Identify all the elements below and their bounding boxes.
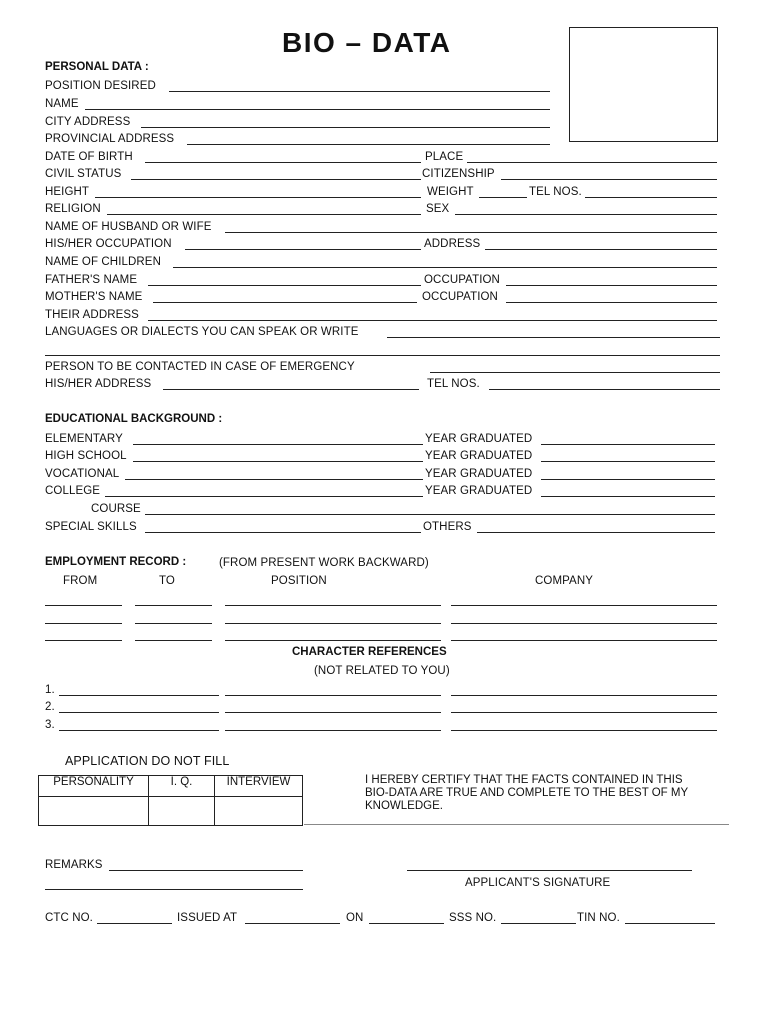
- reference-name-2[interactable]: [59, 712, 219, 713]
- reference-company-3[interactable]: [451, 730, 717, 731]
- reference-name-3[interactable]: [59, 730, 219, 731]
- address-label: ADDRESS: [424, 238, 481, 250]
- provincial-address-label: PROVINCIAL ADDRESS: [45, 133, 175, 145]
- signature-line[interactable]: [407, 870, 692, 871]
- remarks-field[interactable]: [109, 870, 303, 871]
- office-use-table: [38, 775, 303, 826]
- date-of-birth-field[interactable]: [145, 162, 421, 163]
- children-field[interactable]: [173, 267, 717, 268]
- citizenship-label: CITIZENSHIP: [422, 168, 495, 180]
- employment-note: (FROM PRESENT WORK BACKWARD): [219, 557, 429, 569]
- employment-position-1[interactable]: [225, 605, 441, 606]
- employment-heading: EMPLOYMENT RECORD :: [45, 556, 187, 568]
- on-label: ON: [346, 912, 364, 924]
- mother-occupation-label: OCCUPATION: [422, 291, 498, 303]
- iq-cell: [149, 797, 215, 826]
- signature-label: APPLICANT'S SIGNATURE: [465, 877, 611, 889]
- employment-to-2[interactable]: [135, 623, 212, 624]
- position-desired-field[interactable]: [169, 91, 550, 92]
- city-address-label: CITY ADDRESS: [45, 116, 131, 128]
- sss-no-label: SSS NO.: [449, 912, 497, 924]
- civil-status-field[interactable]: [131, 179, 421, 180]
- personality-cell: [39, 797, 149, 826]
- reference-position-2[interactable]: [225, 712, 441, 713]
- vocational-year-label: YEAR GRADUATED: [425, 468, 533, 480]
- height-field[interactable]: [95, 197, 421, 198]
- references-note: (NOT RELATED TO YOU): [314, 665, 450, 677]
- religion-label: RELIGION: [45, 203, 101, 215]
- father-occupation-field[interactable]: [506, 285, 717, 286]
- spouse-occupation-label: HIS/HER OCCUPATION: [45, 238, 172, 250]
- emergency-contact-field[interactable]: [430, 372, 720, 373]
- others-field[interactable]: [477, 532, 715, 533]
- spouse-name-field[interactable]: [225, 232, 717, 233]
- certification-text: I HEREBY CERTIFY THAT THE FACTS CONTAINED IN THIS BIO-DATA ARE TRUE AND COMPLETE TO THE BEST OF MY KNOWLEDGE.: [365, 774, 688, 812]
- reference-company-1[interactable]: [451, 695, 717, 696]
- employment-to-1[interactable]: [135, 605, 212, 606]
- col-position-header: POSITION: [271, 575, 327, 587]
- college-year-label: YEAR GRADUATED: [425, 485, 533, 497]
- high-school-year-label: YEAR GRADUATED: [425, 450, 533, 462]
- tel-nos-field[interactable]: [585, 197, 717, 198]
- education-heading: EDUCATIONAL BACKGROUND :: [45, 413, 223, 425]
- employment-to-3[interactable]: [135, 640, 212, 641]
- ctc-no-label: CTC NO.: [45, 912, 93, 924]
- provincial-address-field[interactable]: [187, 144, 550, 145]
- college-field[interactable]: [105, 496, 423, 497]
- special-skills-label: SPECIAL SKILLS: [45, 521, 137, 533]
- emergency-address-label: HIS/HER ADDRESS: [45, 378, 152, 390]
- interview-header: INTERVIEW: [215, 776, 303, 797]
- name-label: NAME: [45, 98, 79, 110]
- position-desired-label: POSITION DESIRED: [45, 80, 156, 92]
- reference-name-1[interactable]: [59, 695, 219, 696]
- their-address-field[interactable]: [148, 320, 717, 321]
- tin-no-field[interactable]: [625, 923, 715, 924]
- spouse-name-label: NAME OF HUSBAND OR WIFE: [45, 221, 212, 233]
- elementary-field[interactable]: [133, 444, 423, 445]
- remarks-field-line-2[interactable]: [45, 889, 303, 890]
- photo-box[interactable]: [569, 27, 718, 142]
- sex-label: SEX: [426, 203, 450, 215]
- height-label: HEIGHT: [45, 186, 90, 198]
- employment-company-2[interactable]: [451, 623, 717, 624]
- college-label: COLLEGE: [45, 485, 101, 497]
- weight-label: WEIGHT: [427, 186, 474, 198]
- reference-position-1[interactable]: [225, 695, 441, 696]
- tin-no-label: TIN NO.: [577, 912, 620, 924]
- course-label: COURSE: [91, 503, 141, 515]
- spouse-occupation-field[interactable]: [185, 249, 421, 250]
- place-field[interactable]: [467, 162, 717, 163]
- col-from-header: FROM: [63, 575, 98, 587]
- mother-occupation-field[interactable]: [506, 302, 717, 303]
- employment-position-3[interactable]: [225, 640, 441, 641]
- office-use-heading: APPLICATION DO NOT FILL: [65, 754, 230, 768]
- languages-field-line-2[interactable]: [45, 355, 720, 356]
- remarks-label: REMARKS: [45, 859, 103, 871]
- issued-at-field[interactable]: [245, 923, 340, 924]
- name-field[interactable]: [85, 109, 550, 110]
- special-skills-field[interactable]: [145, 532, 421, 533]
- father-occupation-label: OCCUPATION: [424, 274, 500, 286]
- employment-from-1[interactable]: [45, 605, 122, 606]
- civil-status-label: CIVIL STATUS: [45, 168, 122, 180]
- personality-header: PERSONALITY: [39, 776, 149, 797]
- elementary-year-label: YEAR GRADUATED: [425, 433, 533, 445]
- elementary-label: ELEMENTARY: [45, 433, 123, 445]
- employment-position-2[interactable]: [225, 623, 441, 624]
- sex-field[interactable]: [455, 214, 717, 215]
- sss-no-field[interactable]: [501, 923, 576, 924]
- reference-position-3[interactable]: [225, 730, 441, 731]
- others-label: OTHERS: [423, 521, 472, 533]
- ctc-no-field[interactable]: [97, 923, 172, 924]
- course-field[interactable]: [145, 514, 715, 515]
- interview-cell: [215, 797, 303, 826]
- languages-field[interactable]: [387, 337, 720, 338]
- emergency-address-field[interactable]: [163, 389, 419, 390]
- emergency-contact-label: PERSON TO BE CONTACTED IN CASE OF EMERGENCY: [45, 361, 355, 373]
- on-field[interactable]: [369, 923, 444, 924]
- reference-number-3: 3.: [45, 719, 55, 731]
- reference-number-2: 2.: [45, 701, 55, 713]
- high-school-year-field[interactable]: [541, 461, 715, 462]
- high-school-label: HIGH SCHOOL: [45, 450, 127, 462]
- college-year-field[interactable]: [541, 496, 715, 497]
- weight-field[interactable]: [479, 197, 527, 198]
- city-address-field[interactable]: [141, 127, 550, 128]
- their-address-label: THEIR ADDRESS: [45, 309, 139, 321]
- emergency-tel-label: TEL NOS.: [427, 378, 480, 390]
- children-label: NAME OF CHILDREN: [45, 256, 161, 268]
- emergency-tel-field[interactable]: [489, 389, 720, 390]
- father-name-field[interactable]: [148, 285, 421, 286]
- iq-header: I. Q.: [149, 776, 215, 797]
- vocational-field[interactable]: [125, 479, 423, 480]
- employment-from-2[interactable]: [45, 623, 122, 624]
- reference-company-2[interactable]: [451, 712, 717, 713]
- place-label: PLACE: [425, 151, 464, 163]
- address-field[interactable]: [485, 249, 717, 250]
- divider-line: [304, 824, 729, 825]
- father-name-label: FATHER'S NAME: [45, 274, 138, 286]
- employment-company-3[interactable]: [451, 640, 717, 641]
- mother-name-field[interactable]: [153, 302, 417, 303]
- form-title: BIO – DATA: [282, 27, 452, 58]
- languages-label: LANGUAGES OR DIALECTS YOU CAN SPEAK OR WRITE: [45, 326, 359, 338]
- issued-at-label: ISSUED AT: [177, 912, 238, 924]
- religion-field[interactable]: [107, 214, 421, 215]
- mother-name-label: MOTHER'S NAME: [45, 291, 143, 303]
- vocational-label: VOCATIONAL: [45, 468, 120, 480]
- col-company-header: COMPANY: [535, 575, 593, 587]
- elementary-year-field[interactable]: [541, 444, 715, 445]
- tel-nos-label: TEL NOS.: [529, 186, 582, 198]
- citizenship-field[interactable]: [501, 179, 717, 180]
- references-heading: CHARACTER REFERENCES: [292, 646, 447, 658]
- employment-company-1[interactable]: [451, 605, 717, 606]
- date-of-birth-label: DATE OF BIRTH: [45, 151, 133, 163]
- high-school-field[interactable]: [133, 461, 423, 462]
- personal-data-heading: PERSONAL DATA :: [45, 61, 149, 73]
- col-to-header: TO: [159, 575, 175, 587]
- reference-number-1: 1.: [45, 684, 55, 696]
- employment-from-3[interactable]: [45, 640, 122, 641]
- vocational-year-field[interactable]: [541, 479, 715, 480]
